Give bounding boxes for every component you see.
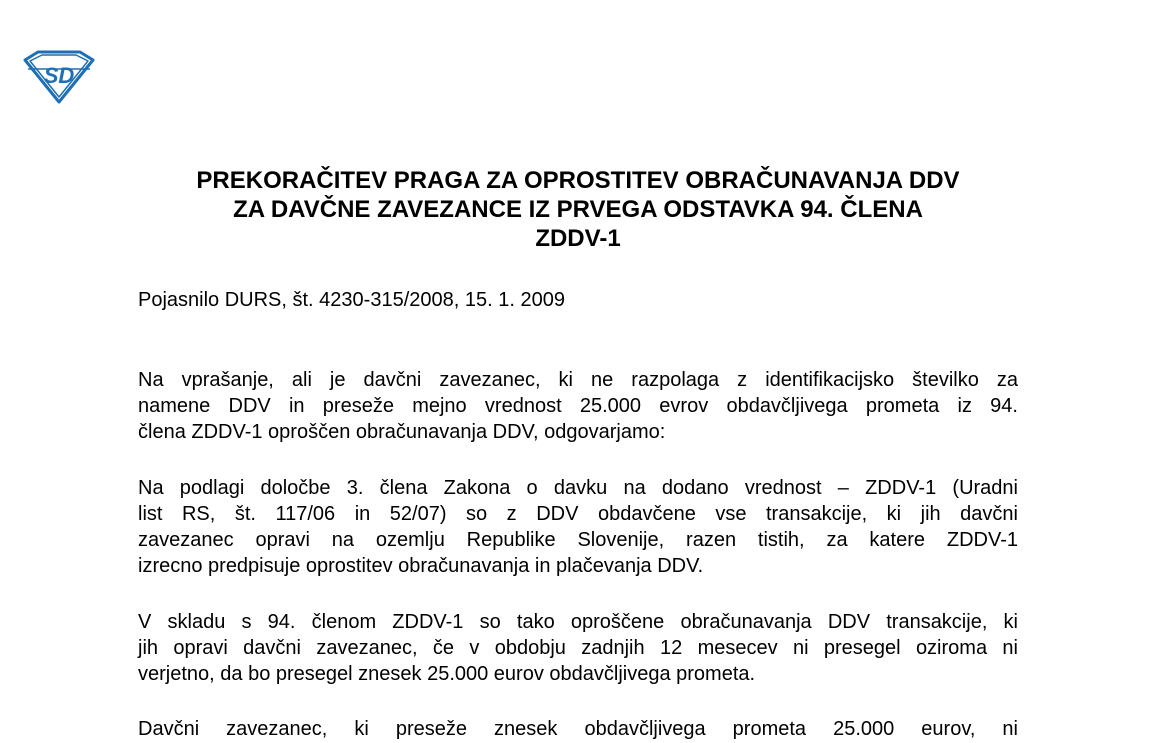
document-reference: Pojasnilo DURS, št. 4230-315/2008, 15. 1. 2009 <box>138 289 565 311</box>
document-title <box>138 166 1018 253</box>
title-line: ZA DAVČNE ZAVEZANCE IZ PRVEGA ODSTAVKA 94. ČLENA <box>233 196 923 223</box>
paragraph-question <box>138 367 1018 445</box>
paragraph-line: zavezanec opravi na ozemlju Republike Slovenije, razen tistih, za katere ZDDV-1 <box>138 529 1018 551</box>
paragraph-line: verjetno, da bo presegel znesek 25.000 eurov obdavčljivega prometa. <box>138 663 756 685</box>
paragraph-line: izrecno predpisuje oprostitev obračunavanja in plačevanja DDV. <box>138 555 704 577</box>
paragraph-exemption <box>138 609 1018 687</box>
paragraph-line: list RS, št. 117/06 in 52/07) so z DDV obdavčene vse transakcije, ki jih davčni <box>138 503 1018 525</box>
paragraph-legal-basis <box>138 475 1018 579</box>
logo-text: SD <box>43 63 75 88</box>
paragraph-line: V skladu s 94. členom ZDDV-1 so tako oproščene obračunavanja DDV transakcije, ki <box>138 611 1018 633</box>
shield-logo-icon <box>22 50 96 104</box>
paragraph-threshold <box>138 716 1018 742</box>
paragraph-line: Davčni zavezanec, ki preseže znesek obdavčljivega prometa 25.000 eurov, ni <box>138 718 1018 740</box>
paragraph-line: člena ZDDV-1 oproščen obračunavanja DDV, odgovarjamo: <box>138 421 666 443</box>
sd-logo <box>22 50 96 104</box>
paragraph-line: Na podlagi določbe 3. člena Zakona o davku na dodano vrednost – ZDDV-1 (Uradni <box>138 477 1018 499</box>
paragraph-line: namene DDV in preseže mejno vrednost 25.000 evrov obdavčljivega prometa iz 94. <box>138 395 1018 417</box>
paragraph-line: Na vprašanje, ali je davčni zavezanec, ki ne razpolaga z identifikacijsko številko za <box>138 369 1018 391</box>
paragraph-line: jih opravi davčni zavezanec, če v obdobju zadnjih 12 mesecev ni presegel oziroma ni <box>138 637 1018 659</box>
title-line: ZDDV-1 <box>535 225 621 252</box>
title-line: PREKORAČITEV PRAGA ZA OPROSTITEV OBRAČUNAVANJA DDV <box>196 167 960 194</box>
